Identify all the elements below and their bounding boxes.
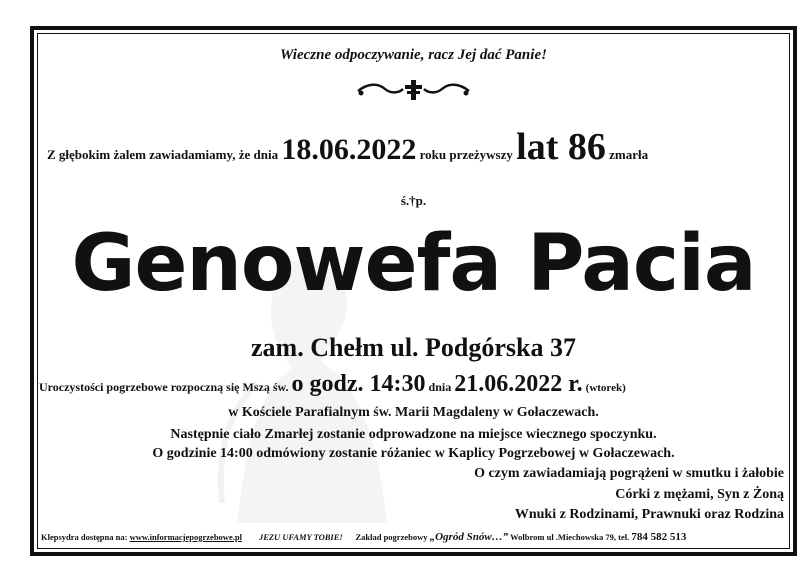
prayer-text: JEZU UFAMY TOBIE! — [258, 532, 343, 542]
burial-line: Następnie ciało Zmarłej zostanie odprowadzone na miejsce wiecznego spoczynku. — [170, 427, 657, 442]
mourners-line: Wnuki z Rodzinami, Prawnuki oraz Rodzina — [514, 507, 784, 522]
company-label: Zakład pogrzebowy — [355, 532, 428, 542]
ceremony-line — [39, 371, 789, 398]
availability-label: Klepsydra dostępna na: — [41, 532, 128, 542]
ceremony-day-word: dnia — [428, 380, 452, 394]
company-address: Wolbrom ul .Miechowska 79, tel. — [510, 532, 630, 542]
church-line: w Kościele Parafialnym św. Marii Magdaleny w Gołaczewach. — [228, 405, 599, 420]
footer — [41, 531, 787, 543]
phone-number: 784 582 513 — [631, 531, 687, 543]
announcement-line — [47, 125, 787, 169]
address: zam. Chełm ul. Podgórska 37 — [251, 333, 576, 362]
obituary-notice — [37, 33, 790, 549]
announcement-end: zmarła — [609, 147, 649, 162]
death-date: 18.06.2022 — [281, 133, 417, 166]
prefix: ś.†p. — [400, 193, 427, 208]
motto-text: Wieczne odpoczywanie, racz Jej dać Panie! — [280, 47, 547, 63]
age: lat 86 — [516, 126, 606, 168]
ceremony-weekday: (wtorek) — [585, 382, 626, 394]
ceremony-date: 21.06.2022 r. — [454, 371, 583, 397]
website-link[interactable]: www.informacjepogrzebowe.pl — [129, 532, 242, 542]
announcement-intro: Z głębokim żalem zawiadamiamy, że dnia — [47, 147, 279, 162]
deceased-name: Genowefa Pacia — [71, 219, 756, 309]
cross-ornament-icon — [353, 79, 474, 101]
ceremony-intro: Uroczystości pogrzebowe rozpoczną się Mszą św. — [39, 380, 289, 394]
mourners-line: O czym zawiadamiają pogrążeni w smutku i żałobie — [474, 466, 784, 481]
company-name: „Ogród Snów…” — [429, 531, 509, 543]
announcement-mid: roku przeżywszy — [419, 147, 513, 162]
mourners-line: Córki z mężami, Syn z Żoną — [615, 487, 784, 502]
rosary-line: O godzinie 14:00 odmówiony zostanie różaniec w Kaplicy Pogrzebowej w Gołaczewach. — [152, 446, 675, 461]
ceremony-time: o godz. 14:30 — [291, 371, 426, 397]
